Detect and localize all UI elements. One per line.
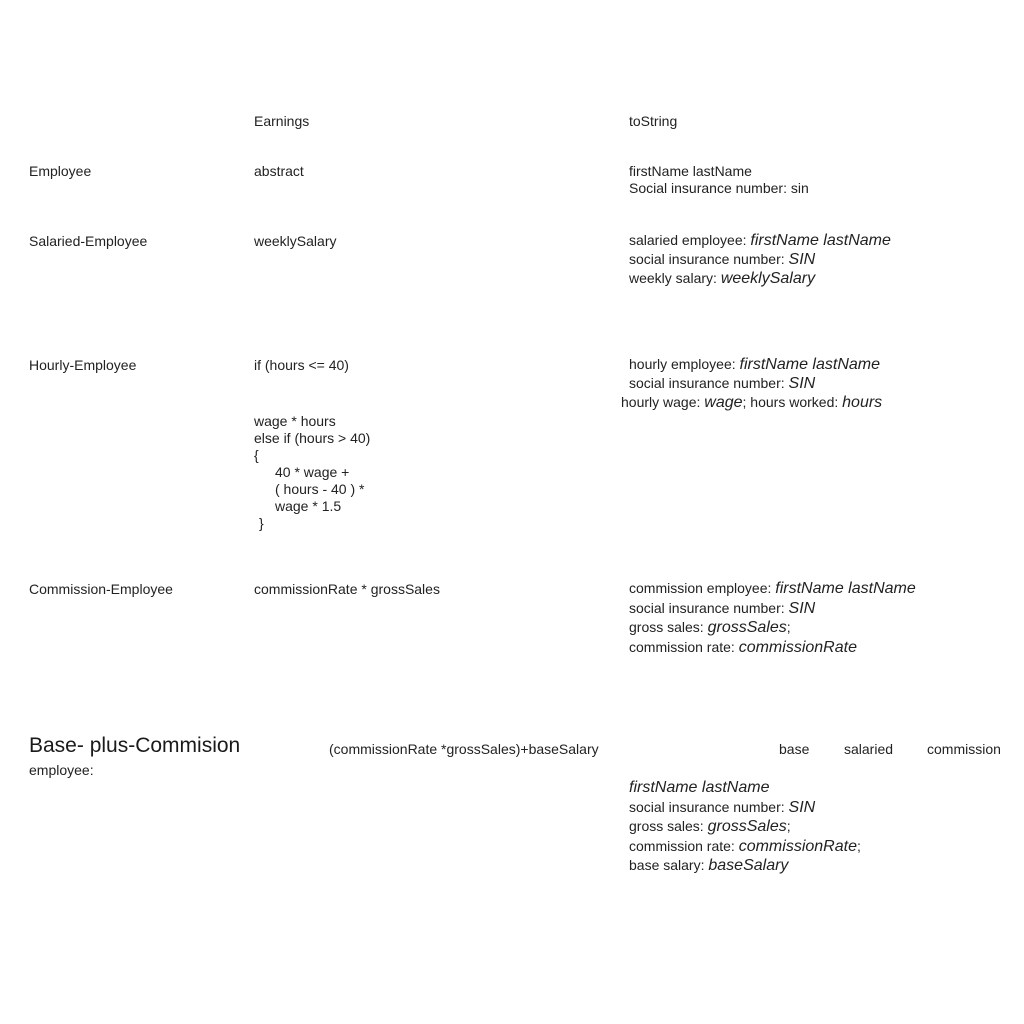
employee-earnings: abstract [254,163,304,179]
code-line: { [254,447,259,463]
base-plus-tostring [629,778,861,876]
code-line: } [259,515,264,531]
tostring-line: commission rate: commissionRate; [629,837,861,855]
code-line: 40 * wage + [275,464,350,480]
tostring-line: gross sales: grossSales; [629,619,791,636]
commission-tostring [629,579,916,657]
base-plus-name-sub: employee: [29,762,94,778]
tostring-line: commission rate: commissionRate [629,638,857,656]
commission-word: commission [927,741,1001,757]
hourly-earnings-if: if (hours <= 40) [254,357,349,373]
tostring-line: weekly salary: weeklySalary [629,270,816,287]
commission-name: Commission-Employee [29,581,173,597]
earnings-header: Earnings [254,113,310,129]
hourly-tostring [629,355,880,393]
hourly-tostring-last: hourly wage: wage; hours worked: hours [621,394,883,411]
salaried-name: Salaried-Employee [29,233,148,249]
commission-earnings: commissionRate * grossSales [254,581,440,597]
hourly-earnings-code [254,413,370,532]
tostring-line: salaried employee: firstName lastName [629,232,891,249]
salaried-tostring [629,231,891,288]
tostring-line: base salary: baseSalary [629,857,789,874]
employee-name: Employee [29,163,92,179]
tostring-line: social insurance number: SIN [629,798,816,816]
salaried-word: salaried [844,741,894,757]
tostring-line: social insurance number: SIN [629,375,816,392]
tostring-line: hourly employee: firstName lastName [629,356,880,373]
code-line: wage * 1.5 [275,498,342,514]
code-line: ( hours - 40 ) * [275,481,365,497]
salaried-earnings: weeklySalary [254,233,337,249]
base-plus-earnings: (commissionRate *grossSales)+baseSalary [329,741,599,757]
base-word: base [779,741,810,757]
tostring-line: social insurance number: SIN [629,251,816,268]
base-plus-name: Base- plus-Commision [29,734,241,757]
employee-tostring [629,163,809,197]
tostring-line: commission employee: firstName lastName [629,580,916,597]
tostring-line: social insurance number: SIN [629,599,816,617]
code-line: wage * hours [254,413,336,429]
tostring-line: gross sales: grossSales; [629,818,791,835]
code-line: else if (hours > 40) [254,430,371,446]
tostring-line: firstName lastName [629,779,770,796]
tostring-line: Social insurance number: sin [629,180,809,196]
tostring-header: toString [629,113,678,129]
tostring-line: firstName lastName [629,163,752,179]
hourly-name: Hourly-Employee [29,357,137,373]
